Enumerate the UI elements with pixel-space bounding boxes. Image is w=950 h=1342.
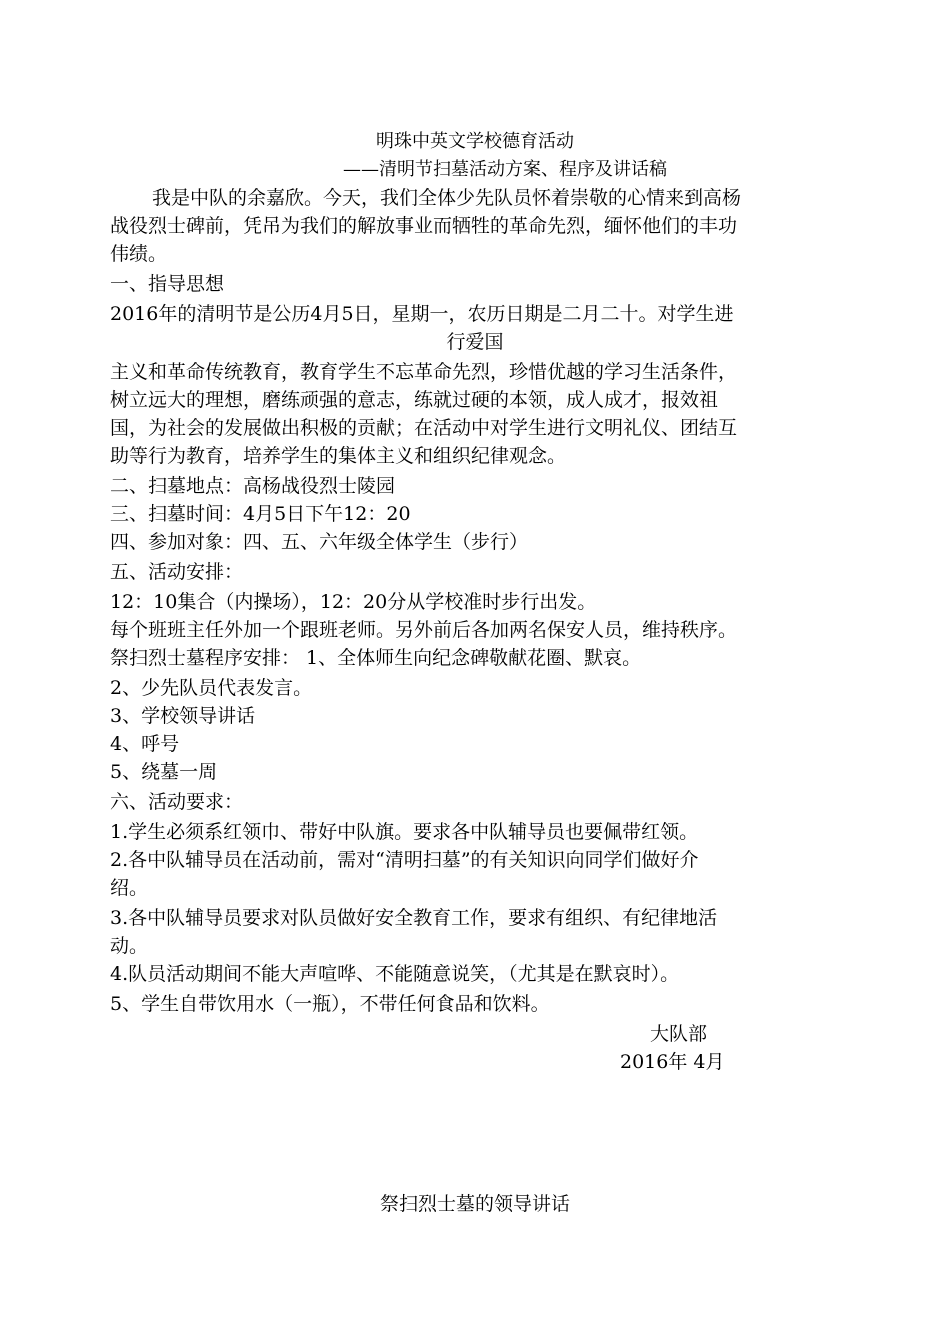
- intro-line: 战役烈士碑前，凭吊为我们的解放事业而牺牲的革命先烈，缅怀他们的丰功: [110, 215, 738, 237]
- program-item: 3、学校领导讲话: [110, 705, 256, 727]
- signature: 大队部: [650, 1023, 708, 1045]
- section-line: 二、扫墓地点：高杨战役烈士陵园: [110, 475, 396, 497]
- document-title: 明珠中英文学校德育活动: [376, 131, 574, 152]
- program-item: 2、少先队员代表发言。: [110, 677, 313, 699]
- paragraph-line: 2016年的清明节是公历4月5日，星期一，农历日期是二月二十。对学生进: [110, 303, 734, 325]
- section-heading: 一、指导思想: [110, 273, 225, 295]
- paragraph-line: 助等行为教育，培养学生的集体主义和组织纪律观念。: [110, 445, 567, 467]
- paragraph-line: 祭扫烈士墓程序安排： 1、全体师生向纪念碑敬献花圈、默哀。: [110, 647, 642, 669]
- section-line: 三、扫墓时间：4月5日下午12：20: [110, 503, 411, 525]
- paragraph-line: 行爱国: [446, 331, 504, 353]
- requirement-line: 1.学生必须系红领巾、带好中队旗。要求各中队辅导员也要佩带红领。: [110, 821, 699, 843]
- signature-date: 2016年 4月: [620, 1051, 725, 1073]
- section-line: 四、参加对象：四、五、六年级全体学生（步行）: [110, 531, 529, 553]
- program-item: 4、呼号: [110, 733, 180, 755]
- section-heading: 六、活动要求：: [110, 791, 244, 813]
- intro-line: 我是中队的余嘉欣。今天，我们全体少先队员怀着崇敬的心情来到高杨: [152, 187, 742, 209]
- requirement-line: 5、学生自带饮用水（一瓶），不带任何食品和饮料。: [110, 993, 550, 1015]
- section-heading: 五、活动安排：: [110, 561, 244, 583]
- program-item: 5、绕墓一周: [110, 761, 218, 783]
- document-subtitle: ——清明节扫墓活动方案、程序及讲话稿: [343, 159, 667, 180]
- requirement-line: 4.队员活动期间不能大声喧哗、不能随意说笑，（尤其是在默哀时）。: [110, 963, 680, 985]
- requirement-line: 2.各中队辅导员在活动前，需对“清明扫墓”的有关知识向同学们做好介: [110, 849, 699, 871]
- paragraph-line: 主义和革命传统教育，教育学生不忘革命先烈，珍惜优越的学习生活条件，: [110, 361, 738, 383]
- paragraph-line: 国，为社会的发展做出积极的贡献；在活动中对学生进行文明礼仪、团结互: [110, 417, 738, 439]
- requirement-line: 动。: [110, 935, 149, 957]
- intro-line: 伟绩。: [110, 243, 168, 265]
- paragraph-line: 树立远大的理想，磨练顽强的意志，练就过硬的本领，成人成才，报效祖: [110, 389, 719, 411]
- paragraph-line: 12：10集合（内操场），12：20分从学校准时步行出发。: [110, 591, 597, 613]
- requirement-line: 绍。: [110, 877, 149, 899]
- requirement-line: 3.各中队辅导员要求对队员做好安全教育工作，要求有组织、有纪律地活: [110, 907, 718, 929]
- paragraph-line: 每个班班主任外加一个跟班老师。另外前后各加两名保安人员，维持秩序。: [110, 619, 738, 641]
- next-section-title: 祭扫烈士墓的领导讲话: [379, 1193, 570, 1215]
